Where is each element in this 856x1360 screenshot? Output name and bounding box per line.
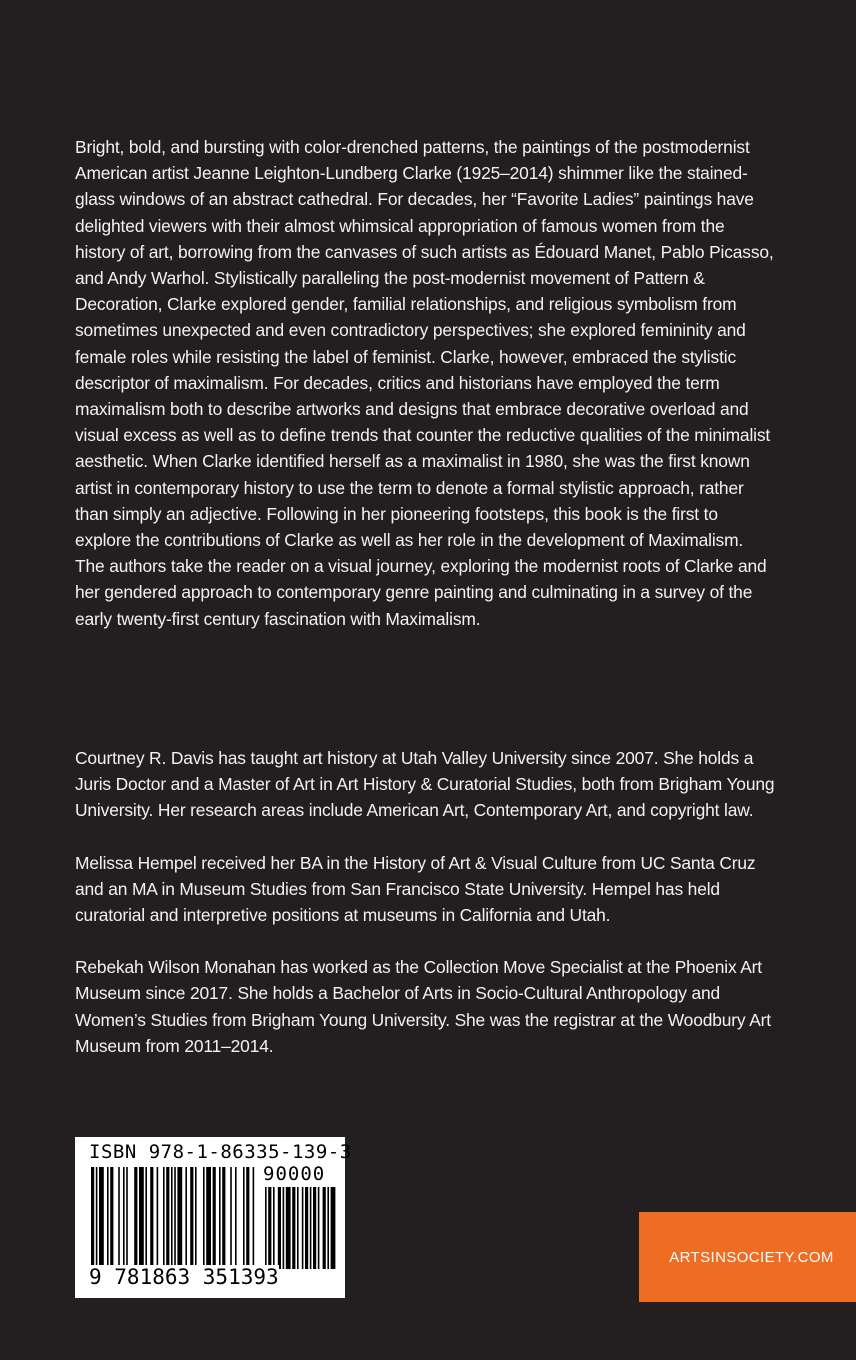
author-bio-davis [75, 745, 775, 824]
author-name: Melissa Hempel [75, 852, 197, 873]
author-bio-hempel [75, 850, 775, 929]
ean-digits: 9 781863 351393 [89, 1265, 279, 1289]
author-name: Rebekah Wilson Monahan [75, 957, 276, 978]
publisher-website-tab[interactable] [639, 1212, 856, 1302]
author-bio-text: has taught art history at Utah Valley University since 2007. She holds a Juris Doctor and a Master of Art in Art History & Curatorial Studies, both from Brigham Young University. Her research areas include American Art, Contemporary Art, and copyright law. [75, 748, 775, 821]
author-bio-text: has worked as the Collection Move Specialist at the Phoenix Art Museum since 2017. She holds a Bachelor of Arts in Socio-Cultural Anthropology and Women’s Studies from Brigham Young University. She was the registrar at the Woodbury Art Museum from 2011–2014. [75, 957, 771, 1056]
author-bio-text: received her BA in the History of Art & Visual Culture from UC Santa Cruz and an MA in Museum Studies from San Francisco State University. Hempel has held curatorial and interpretive positions at museums in California and Utah. [75, 852, 756, 926]
author-name: Courtney R. Davis [75, 748, 214, 768]
isbn-barcode [75, 1137, 352, 1298]
price-code: 90000 [263, 1163, 326, 1185]
publisher-website[interactable]: ARTSINSOCIETY.COM [669, 1248, 834, 1266]
author-bio-monahan [75, 954, 775, 1059]
book-description: Bright, bold, and bursting with color-drenched patterns, the paintings of the postmodernist American artist Jeanne Leighton-Lundberg Clarke (1925–2014) shimmer like the stained-glass windows of an abstract cathedral. For decades, her “Favorite Ladies” paintings have delighted viewers with their almost whimsical appropriation of famous women from the history of art, borrowing from the canvases of such artists as Édouard Manet, Pablo Picasso, and Andy Warhol. Stylistically paralleling the post-modernist movement of Pattern & Decoration, Clarke explored gender, familial relationships, and religious symbolism from sometimes unexpected and even contradictory perspectives; she explored femininity and female roles while resisting the label of feminist. Clarke, however, embraced the stylistic descriptor of maximalism. For decades, critics and historians have employed the term maximalism both to describe artworks and designs that embrace decorative overload and visual excess as well as to define trends that counter the reductive qualities of the minimalist aesthetic. When Clarke identified herself as a maximalist in 1980, she was the first known artist in contemporary history to use the term to denote a formal stylistic approach, rather than simply an adjective. Following in her pioneering footsteps, this book is the first to explore the contributions of Clarke as well as her role in the development of Maximalism. The authors take the reader on a visual journey, exploring the modernist roots of Clarke and her gendered approach to contemporary genre painting and culminating in a survey of the early twenty-first century fascination with Maximalism. [75, 137, 774, 629]
author-bios [75, 745, 775, 1085]
isbn-label: ISBN 978-1-86335-139-3 [89, 1141, 352, 1163]
